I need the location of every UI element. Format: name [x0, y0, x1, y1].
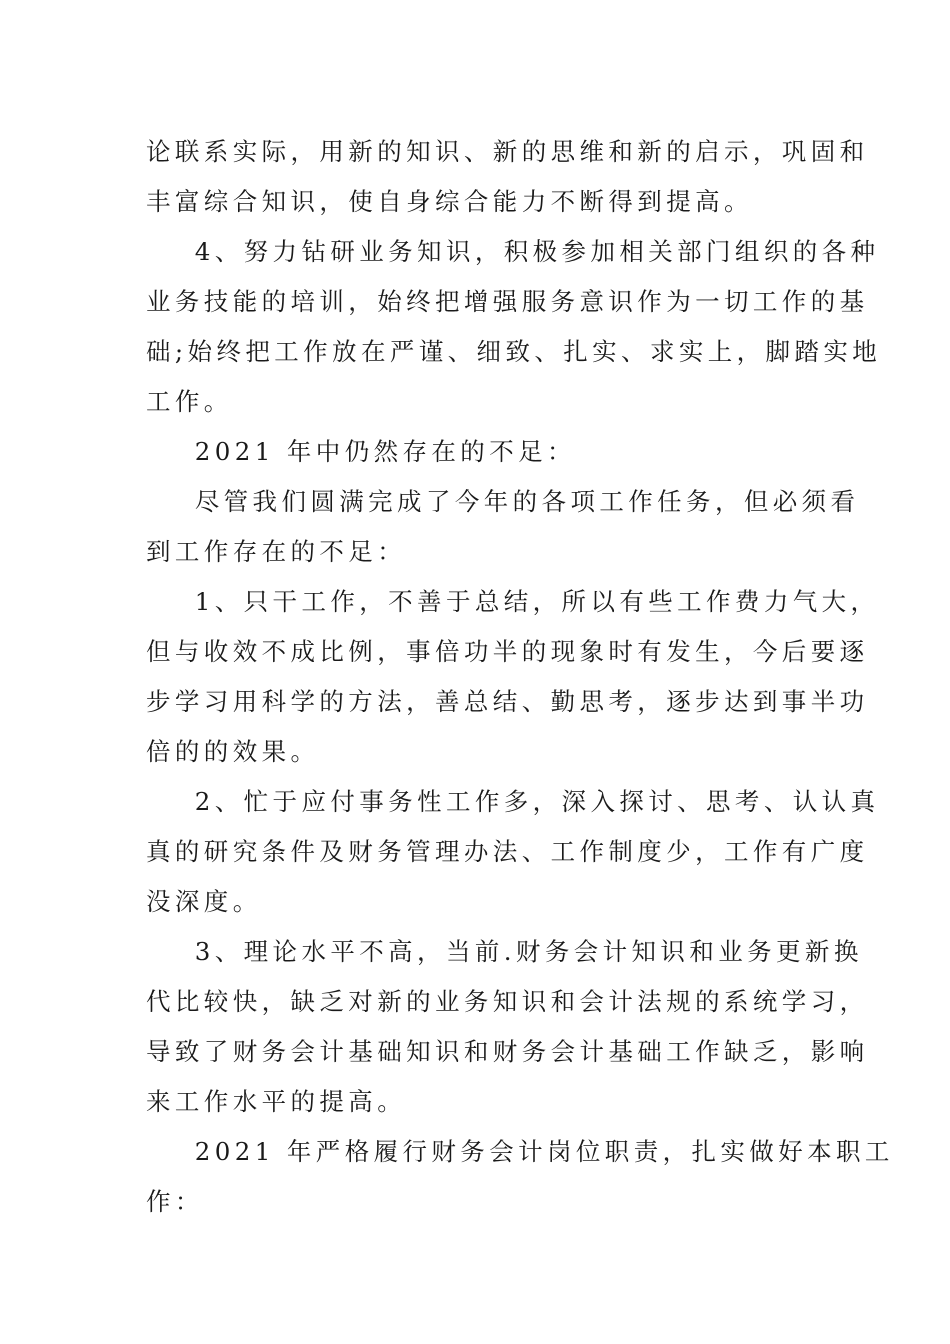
text-line: 工作。 — [146, 387, 233, 416]
text-line: 真的研究条件及财务管理办法、工作制度少，工作有广度 — [146, 837, 869, 866]
text-line: 步学习用科学的方法，善总结、勤思考，逐步达到事半功 — [146, 687, 869, 716]
text-line: 倍的的效果。 — [146, 737, 320, 766]
text-line: 2、忙于应付事务性工作多，深入探讨、思考、认认真 — [146, 787, 880, 816]
text-line: 1、只干工作，不善于总结，所以有些工作费力气大， — [146, 587, 880, 616]
text-line: 到工作存在的不足： — [146, 537, 407, 566]
text-line: 论联系实际，用新的知识、新的思维和新的启示，巩固和 — [146, 137, 869, 166]
text-line: 4、努力钻研业务知识，积极参加相关部门组织的各种 — [146, 237, 880, 266]
document-body — [146, 127, 894, 1227]
text-line: 3、理论水平不高，当前.财务会计知识和业务更新换 — [146, 937, 863, 966]
section-heading: 2021 年中仍然存在的不足： — [146, 437, 576, 466]
text-line: 导致了财务会计基础知识和财务会计基础工作缺乏，影响 — [146, 1037, 869, 1066]
text-line: 来工作水平的提高。 — [146, 1087, 407, 1116]
text-line: 没深度。 — [146, 887, 262, 916]
text-line: 代比较快，缺乏对新的业务知识和会计法规的系统学习， — [146, 987, 869, 1016]
text-line: 尽管我们圆满完成了今年的各项工作任务，但必须看 — [146, 487, 860, 516]
text-line: 作： — [146, 1187, 204, 1216]
text-line: 础;始终把工作放在严谨、细致、扎实、求实上，脚踏实地 — [146, 337, 882, 366]
text-line: 丰富综合知识，使自身综合能力不断得到提高。 — [146, 187, 753, 216]
section-heading: 2021 年严格履行财务会计岗位职责，扎实做好本职工 — [146, 1137, 894, 1166]
text-line: 业务技能的培训，始终把增强服务意识作为一切工作的基 — [146, 287, 869, 316]
text-line: 但与收效不成比例，事倍功半的现象时有发生，今后要逐 — [146, 637, 869, 666]
